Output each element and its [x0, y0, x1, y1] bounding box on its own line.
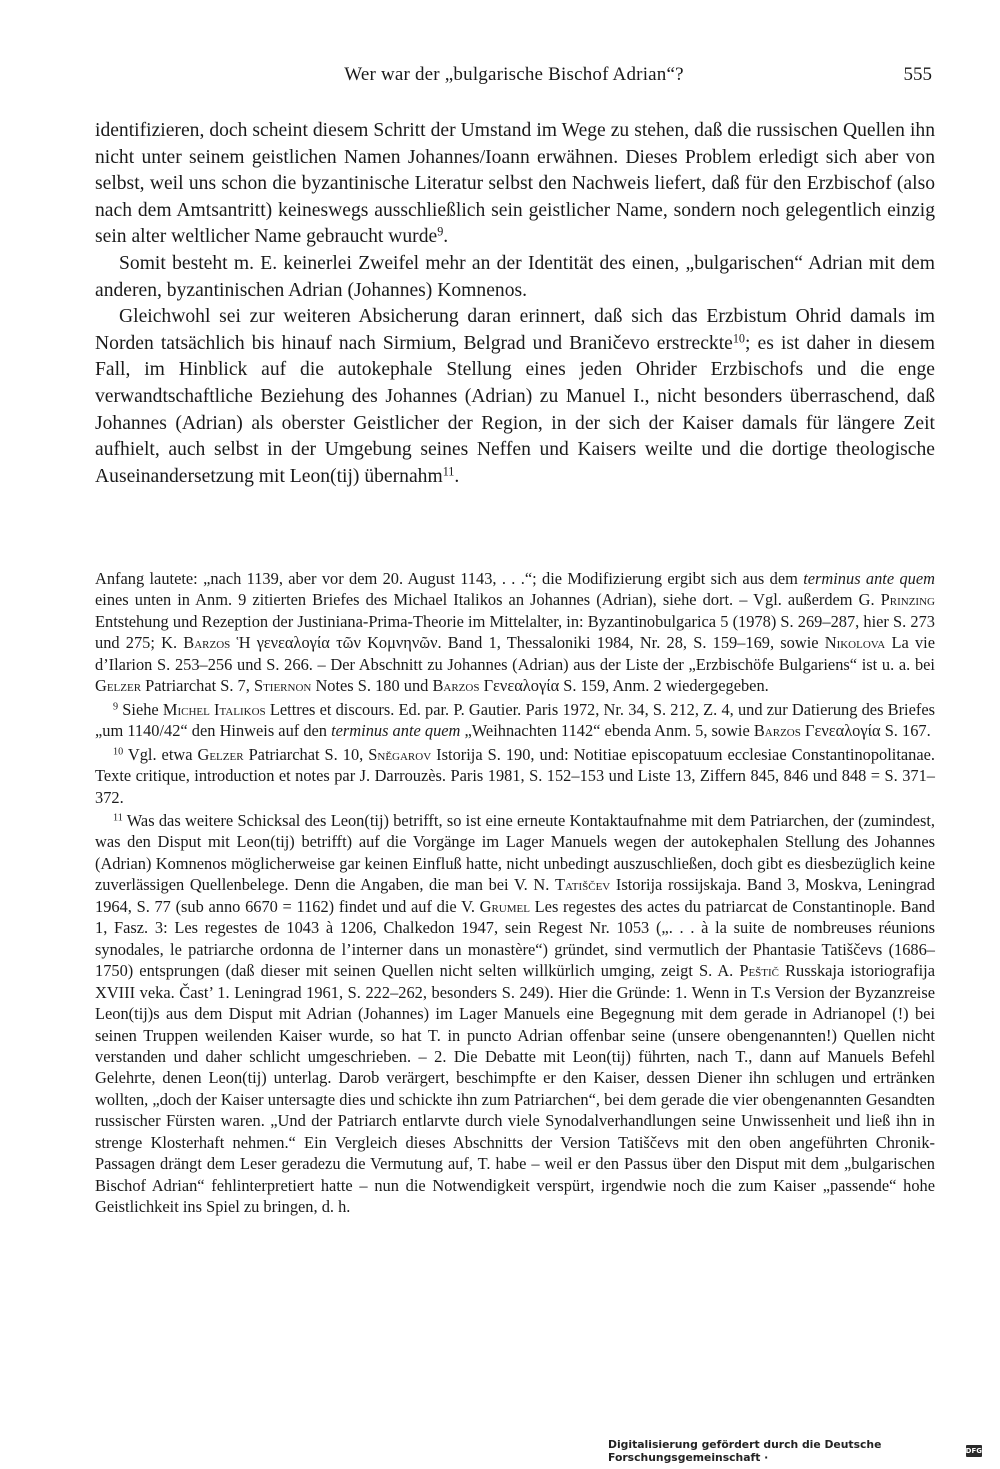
footnote-text: Lettres et discours. Ed. par. P. Gautier. Paris 1972, Nr. 34, S. 212, Z. 4, und zur Datierung des Briefes „um 1140/42“ den Hinweis auf den	[95, 699, 935, 741]
footnote-text: Siehe	[118, 699, 163, 719]
footnote-text: Anfang lautete: „nach 1139, aber vor dem 20. August 1143, . . .“; die Modifizierung ergibt sich aus dem	[95, 569, 804, 588]
dfg-logo-icon: DFG	[965, 1447, 982, 1455]
footnote-text: Istorija S. 190, und: Notitiae episcopatuum ecclesiae Constantinopolitanae. Texte critique, introduction et notes par J. Darrouzès. Paris 1981, S. 152–153 und Liste 13, Ziffern 845, 846 und 848 = S. 371–372.	[95, 744, 936, 807]
footnote-text: Γενεαλογία S. 167.	[800, 721, 931, 741]
footnote-text: eines unten in Anm. 9 zitierten Briefes des Michael Italikos an Johannes (Adrian), siehe dort. – Vgl. außerdem G.	[95, 590, 881, 610]
page-number: 555	[903, 64, 932, 85]
author-name: Gelzer	[197, 744, 244, 764]
footnote-text: „Weihnachten 1142“ ebenda Anm. 5, sowie	[460, 721, 754, 741]
author-name: Barzos	[183, 633, 231, 653]
footnotes	[95, 568, 935, 1220]
paragraph-3-text-a: Gleichwohl sei zur weiteren Absicherung daran erinnert, daß sich das Erzbistum Ohrid damals im Norden tatsächlich bis hinauf nach Sirmium, Belgrad und Braničevo erstreckte	[95, 306, 935, 354]
punctuation: .	[454, 465, 460, 487]
footnote-number: 10	[113, 746, 124, 758]
footnote-text: Γενεαλογία S. 159, Anm. 2 wiedergegeben.	[479, 676, 769, 696]
footnote-text: Russkaja istoriografija XVIII veka. Čast’ 1. Leningrad 1961, S. 222–262, besonders S. 249). Hier die Gründe: 1. Wenn in T.s Version der Byzanzreise Leon(tij)s aus dem Disput mit Adrian (Johannes) im Lager Manuels eine Begegnung mit dem gerade in Adrianopel (!) bei seinen Truppen weilenden Kaiser wurde, so hat T. in puncto Adrian offenbar seine (unsere obengenannten!) Quellen nicht verstanden und daher schlicht umgeschrieben. – 2. Die Debatte mit Leon(tij) führten, nach T., dann auf Manuels Befehl Gelehrte, denen Leon(tij) unterlag. Darob verärgert, beschimpfte er den Kaiser, dessen Diener ihn schlugen und ertränken wollten, „doch der Kaiser untersagte dies und schickte ihn zum Patriarchen“, bei dem gerade die vier obengenannten Gesandten russischer Fürsten waren. „Und der Patriarch entlarvte durch viele Synodalverhandlungen seine Unwissenheit und ließ ihn in strenge Klosterhaft nehmen.“ Ein Vergleich dieses Abschnitts der Version Tatiščevs mit den oben angeführten Chronik-Passagen drängt dem Leser geradezu die Vermutung auf, T. habe – weil er den Passus über den Disput mit dem „bulgarischen Bischof Adrian“ fehlinterpretiert hatte – nun die Notwendigkeit verspürt, irgendwie noch die zum Kaiser „passende“ hohe Geistlichkeit ins Spiel zu bringen, d. h.	[95, 961, 935, 1217]
digitization-footer	[608, 1438, 982, 1464]
footer-text: Digitalisierung gefördert durch die Deutsche Forschungsgemeinschaft ·	[608, 1438, 882, 1464]
footnote-text: Patriarchat S. 10,	[243, 744, 369, 764]
footnote-text: Ἡ γενεαλογία τῶν Κομνηνῶν. Band 1, Thessaloniki 1984, Nr. 28, S. 159–169, sowie	[230, 633, 825, 653]
footnote-text: Patriarchat S. 7,	[141, 676, 254, 696]
footnote-11	[95, 810, 935, 1218]
author-name: Barzos	[753, 721, 801, 741]
author-name: Gelzer	[95, 676, 142, 696]
paragraph-3-text-b: ; es ist daher in diesem Fall, im Hinblick auf die autokephale Stellung eines jeden Ohrider Erzbischofs und die enge verwandtschaftliche Beziehung des Johannes (Adrian) zu Manuel I., nicht besonders überraschend, daß Johannes (Adrian) als oberster Geistlicher der Region, in der sich der Kaiser damals für längere Zeit aufhielt, auch selbst in der Umgebung seines Neffen und Kaisers weilte und die dortige theologische Auseinandersetzung mit Leon(tij) übernahm	[95, 332, 935, 487]
paragraph-1-text: identifizieren, doch scheint diesem Schritt der Umstand im Wege zu stehen, daß die russischen Quellen ihn nicht unter seinem geistlichen Namen Johannes/Ioann erwähnen. Dieses Problem erledigt sich aber von selbst, weil uns schon die byzantinische Literatur selbst den Nachweis liefert, daß für den Erzbischof (also nach dem Amtsantritt) keineswegs ausschließlich sein geistlicher Name, sondern noch gelegentlich einzig sein alter weltlicher Name gebraucht wurde	[95, 120, 935, 248]
author-name: Snĕgarov	[368, 744, 432, 764]
paragraph-1	[95, 118, 935, 251]
footnote-text: La vie d’Ilarion S. 253–256 und S. 266. – Der Abschnitt zu Johannes (Adrian) aus der Liste der „Erzbischöfe Bulgariens“ ist u. a. bei	[95, 633, 935, 674]
footnote-9	[95, 699, 935, 742]
author-name: Stiernon	[253, 676, 312, 696]
italic-term: terminus ante quem	[803, 569, 935, 588]
author-name: Prinzing	[880, 590, 935, 610]
footnote-text: Entstehung und Rezeption der Justiniana-Prima-Theorie im Mittelalter, in: Byzantinobulgarica 5 (1978) S. 269–287, hier S. 273 und 275; K.	[95, 611, 935, 653]
footnote-10	[95, 744, 935, 808]
footnote-text: Istorija rossijskaja. Band 3, Moskva, Leningrad 1964, S. 77 (sub anno 6670 = 1162) findet und auf die V.	[95, 875, 936, 916]
paragraph-3	[95, 304, 935, 490]
author-name: Barzos	[432, 676, 480, 696]
main-text	[95, 118, 935, 490]
italic-term: terminus ante quem	[331, 721, 461, 741]
footnote-text: Was das weitere Schicksal des Leon(tij) betrifft, so ist eine erneute Kontaktaufnahme mit dem Patriarchen, der (zumindest, was den Disput mit Leon(tij) betrifft) auf die Vorgänge im Lager Manuels wegen der autokephalen Stellung des Johannes (Adrian) Komnenos möglicherweise gar keinen Einfluß hatte, nicht unbedingt auszuschließen, doch gibt es diesbezüglich keine zuverlässigen Quellenbelege. Denn die Angaben, die man bei V. N.	[95, 810, 935, 895]
footnote-ref-9[interactable]: 9	[437, 224, 444, 239]
running-title: Wer war der „bulgarische Bischof Adrian“?	[344, 64, 684, 85]
page-header	[96, 64, 932, 90]
paragraph-2: Somit besteht m. E. keinerlei Zweifel mehr an der Identität des einen, „bulgarischen“ Adrian mit dem anderen, byzantinischen Adrian (Johannes) Komnenos.	[95, 252, 935, 301]
author-name: Peštič	[739, 961, 780, 981]
author-name: Michel Italikos	[162, 699, 266, 719]
footnote-continued	[95, 568, 935, 697]
author-name: Grumel	[479, 896, 530, 916]
footnote-number: 9	[113, 701, 119, 713]
footnote-ref-10[interactable]: 10	[732, 331, 745, 346]
footnote-text: Vgl. etwa	[123, 744, 198, 764]
punctuation: .	[443, 226, 449, 248]
author-name: Nikolova	[824, 633, 886, 653]
footnote-ref-11[interactable]: 11	[442, 464, 455, 479]
footnote-text: Notes S. 180 und	[311, 676, 433, 696]
author-name: Tatiščev	[555, 875, 611, 895]
footnote-number: 11	[113, 812, 123, 824]
footnote-text: Les regestes des actes du patriarcat de Constantinople. Band 1, Fasz. 3: Les regestes de 1043 à 1206, Chalkedon 1947, sein Regest Nr. 1053 („. . . à la suite de nombreuses réunions synodales, le patriarche ordonna de l’interner dans un monastère“) gründet, sind vermutlich der Phantasie Tatiščevs (1686–1750) entsprungen (daß dieser mit seinen Quellen nicht selten willkürlich umging, zeigt S. A.	[95, 896, 936, 981]
